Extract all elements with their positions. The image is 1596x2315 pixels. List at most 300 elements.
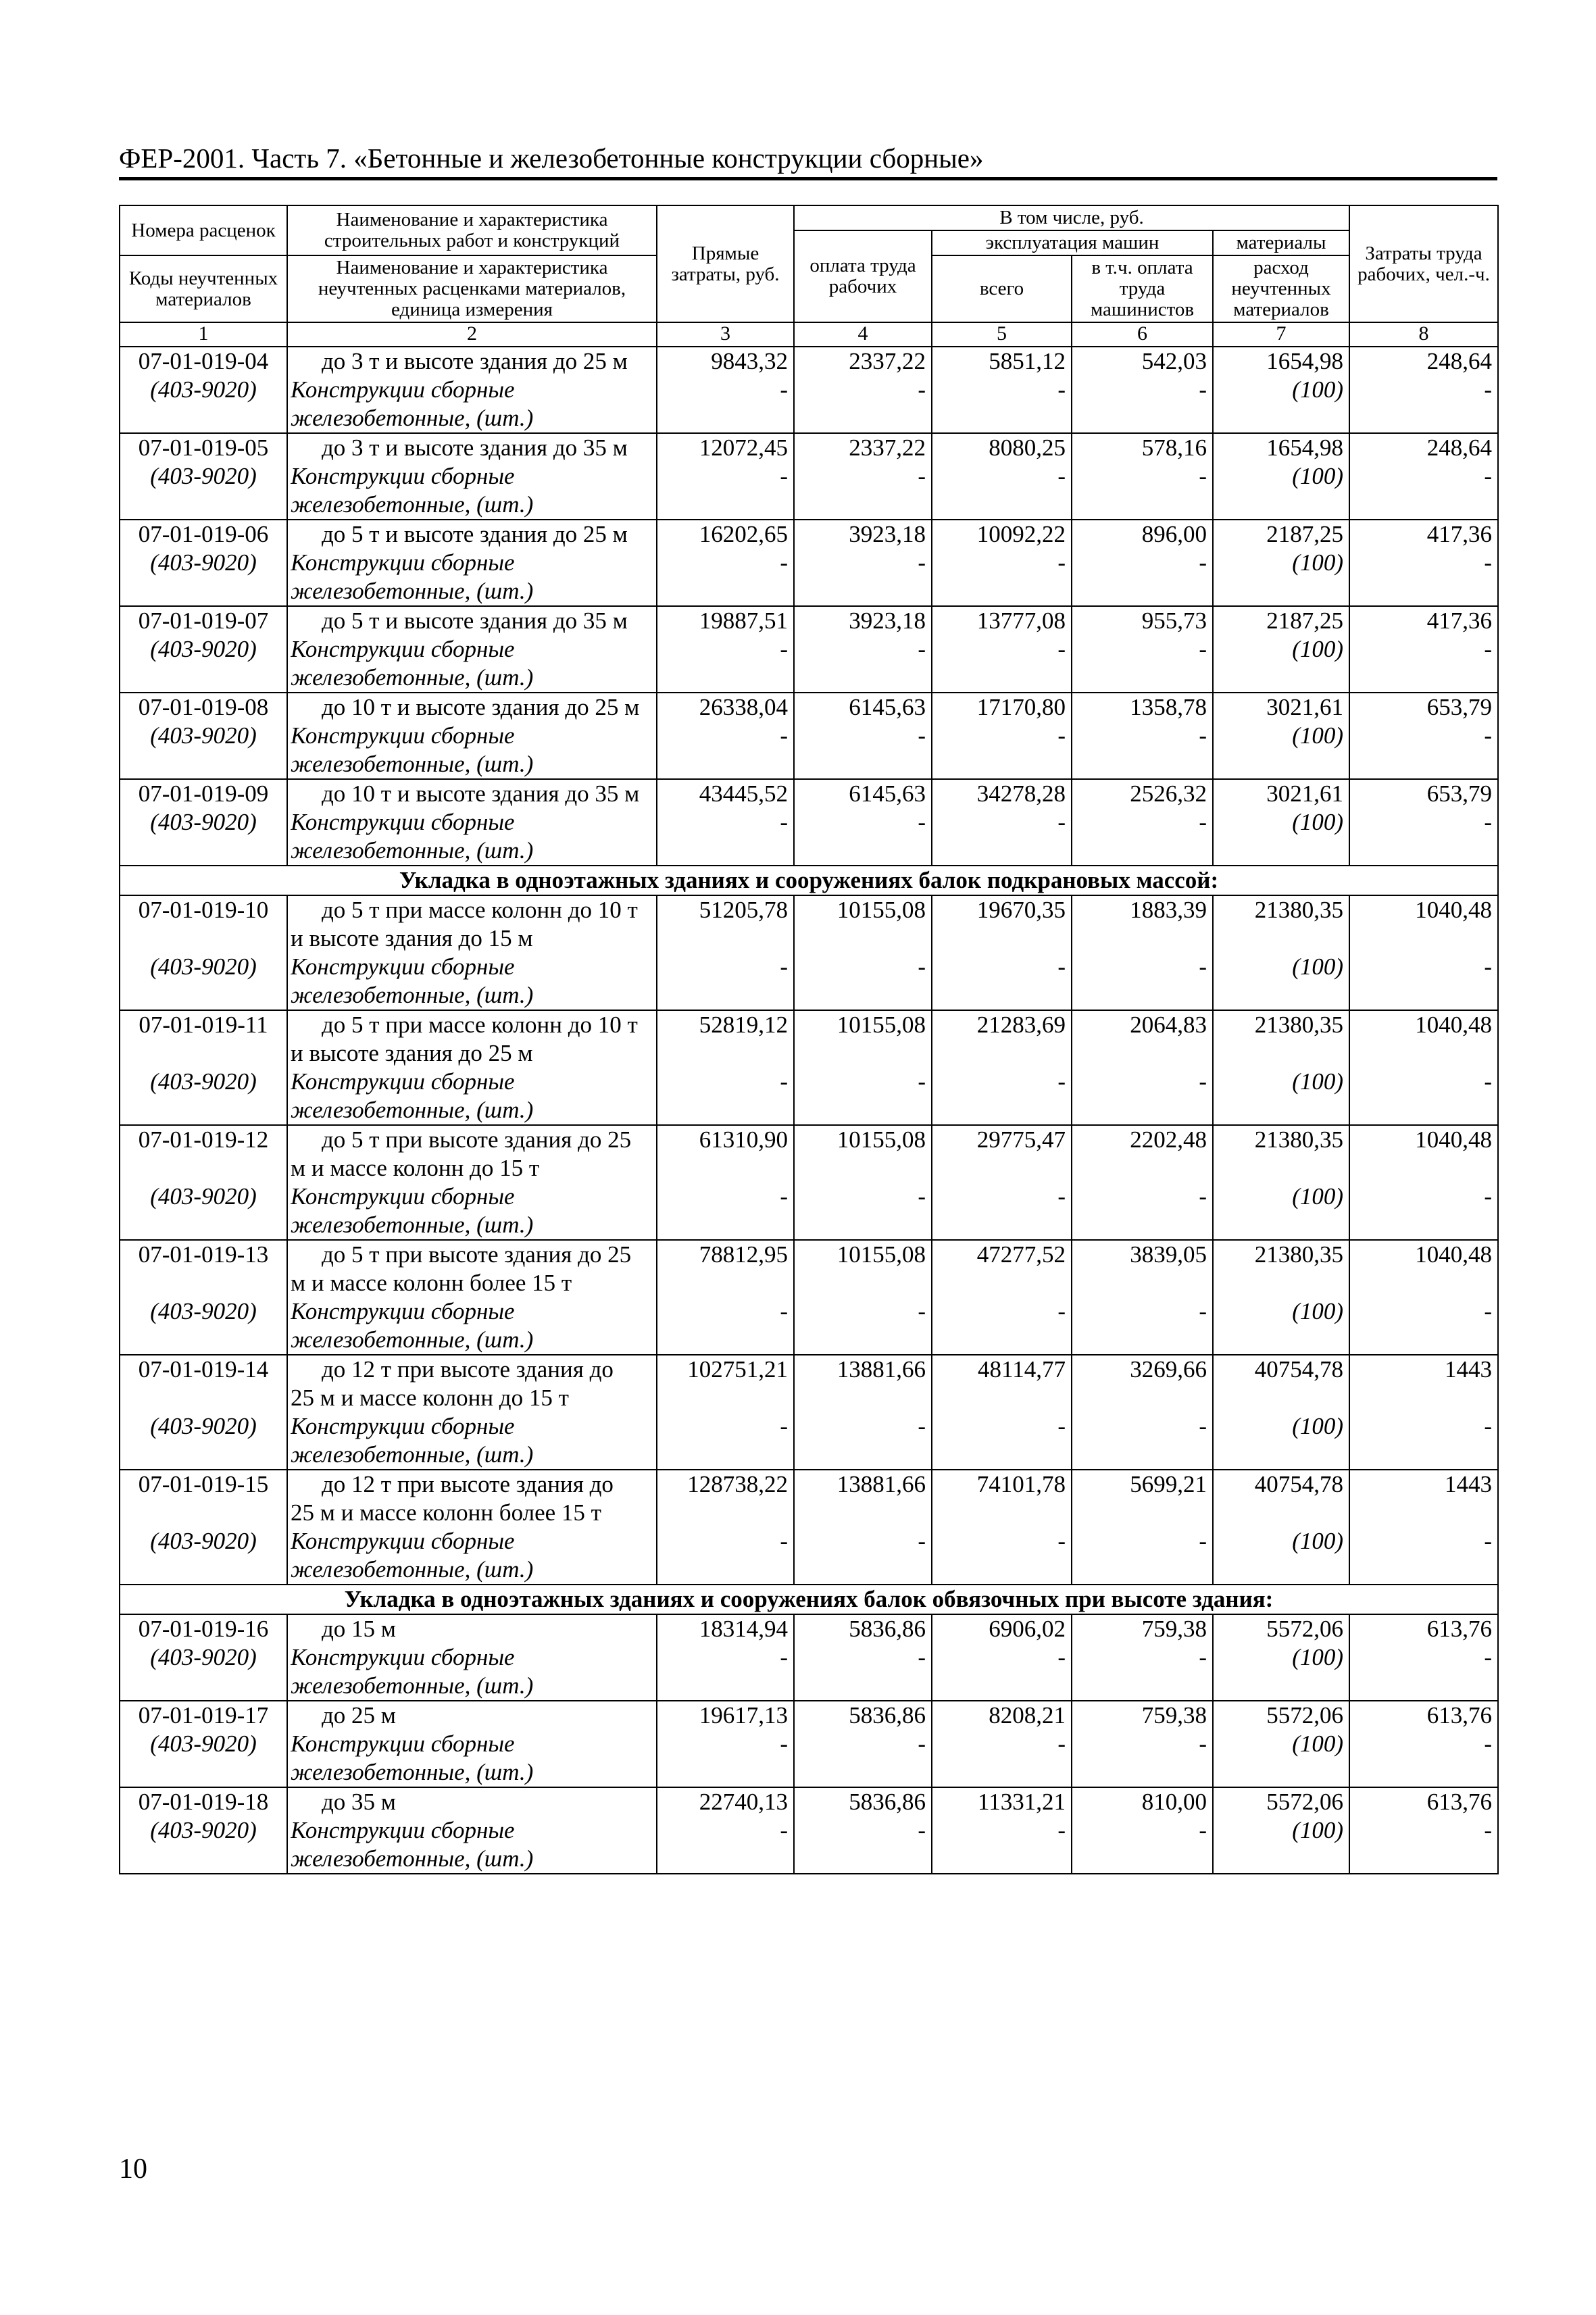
blank-line: [800, 1269, 926, 1297]
materials-cost-cell: [1213, 520, 1349, 606]
work-name-line: 25 м и массе колонн до 15 т: [291, 1385, 569, 1411]
blank-line: [663, 924, 788, 953]
labor-pay: 10155,08: [837, 1126, 926, 1153]
column-number: 3: [657, 322, 794, 347]
direct-cost: 26338,04: [699, 694, 788, 720]
blank-line: [1355, 1269, 1492, 1297]
direct-cost-cell: [657, 433, 794, 520]
header-materials-unaccounted: расход неучтенных материалов: [1213, 255, 1349, 322]
machinists-pay-material: -: [1199, 1731, 1207, 1757]
rate-row: [120, 520, 1498, 606]
labor-pay: 6145,63: [849, 694, 926, 720]
rates-table: [119, 205, 1499, 1874]
header-name-bottom: Наименование и характеристика неучтенных расценками материалов, единица измерения: [287, 255, 657, 322]
labor-pay-cell: [794, 693, 932, 779]
blank-line: [663, 1499, 788, 1527]
labor-cost-cell: [1349, 606, 1498, 693]
header-direct: Прямые затраты, руб.: [657, 205, 794, 322]
materials-cost-cell: [1213, 1614, 1349, 1701]
labor-cost-material: -: [1484, 376, 1492, 403]
material-code: (403-9020): [150, 549, 257, 576]
direct-cost: 52819,12: [699, 1012, 788, 1038]
machines-total-material: -: [1057, 1183, 1066, 1210]
code-cell: [120, 1355, 287, 1470]
rate-code: 07-01-019-07: [138, 607, 269, 634]
machinists-pay-material: -: [1199, 636, 1207, 662]
direct-cost: 19617,13: [699, 1702, 788, 1728]
blank-line: [938, 1384, 1066, 1412]
labor-pay-cell: [794, 1787, 932, 1874]
work-name-line: до 5 т и высоте здания до 25 м: [322, 521, 628, 547]
blank-line: [800, 1039, 926, 1068]
blank-line: [938, 1499, 1066, 1527]
column-number: 1: [120, 322, 287, 347]
labor-cost: 1443: [1445, 1356, 1492, 1383]
work-name-line: до 10 т и высоте здания до 25 м: [322, 694, 640, 720]
machines-total-material: -: [1057, 809, 1066, 835]
materials-cost-cell: [1213, 895, 1349, 1010]
blank-line: [663, 1154, 788, 1183]
labor-pay-material: -: [918, 722, 926, 749]
rate-row: [120, 693, 1498, 779]
machinists-pay: 5699,21: [1130, 1471, 1207, 1497]
direct-cost-cell: [657, 1010, 794, 1125]
blank-line: [1355, 924, 1492, 953]
labor-pay: 2337,22: [849, 348, 926, 374]
materials-cost: 2187,25: [1266, 521, 1343, 547]
machinists-pay: 3269,66: [1130, 1356, 1207, 1383]
work-name-line: 25 м и массе колонн более 15 т: [291, 1499, 601, 1526]
blank-line: [1219, 1269, 1343, 1297]
machinists-pay-cell: [1072, 433, 1213, 520]
name-cell: [287, 779, 657, 866]
work-name-line: м и массе колонн более 15 т: [291, 1270, 572, 1296]
direct-cost-material: -: [780, 1183, 788, 1210]
labor-pay-cell: [794, 1470, 932, 1585]
machinists-pay: 542,03: [1141, 348, 1207, 374]
rate-code: 07-01-019-04: [138, 348, 269, 374]
materials-cost-material: (100): [1292, 376, 1343, 403]
direct-cost-material: -: [780, 1413, 788, 1439]
materials-cost: 1654,98: [1266, 348, 1343, 374]
code-cell: [120, 1240, 287, 1355]
page-header: ФЕР-2001. Часть 7. «Бетонные и железобетонные конструкции сборные»: [119, 143, 984, 174]
code-cell: [120, 779, 287, 866]
material-name-line: железобетонные, (шт.): [291, 491, 534, 518]
direct-cost-cell: [657, 520, 794, 606]
labor-pay: 6145,63: [849, 780, 926, 807]
materials-cost-cell: [1213, 1701, 1349, 1787]
rate-code: 07-01-019-10: [138, 897, 269, 923]
code-cell: [120, 895, 287, 1010]
rate-code: 07-01-019-05: [138, 434, 269, 461]
labor-cost-material: -: [1484, 809, 1492, 835]
material-name-line: Конструкции сборные: [291, 722, 515, 749]
blank-line: [1355, 1499, 1492, 1527]
direct-cost-material: -: [780, 1644, 788, 1670]
labor-pay-cell: [794, 606, 932, 693]
machinists-pay: 2526,32: [1130, 780, 1207, 807]
section-row: [120, 866, 1498, 895]
labor-cost: 613,76: [1426, 1702, 1492, 1728]
labor-pay-material: -: [918, 953, 926, 980]
machinists-pay-cell: [1072, 895, 1213, 1010]
machines-total: 13777,08: [976, 607, 1066, 634]
rate-row: [120, 1355, 1498, 1470]
work-name-line: до 15 м: [322, 1616, 396, 1642]
labor-cost-cell: [1349, 1010, 1498, 1125]
blank-line: [1219, 1039, 1343, 1068]
labor-pay-material: -: [918, 463, 926, 489]
machines-total-cell: [932, 433, 1072, 520]
material-code: (403-9020): [150, 1068, 257, 1095]
work-name-line: до 5 т при высоте здания до 25: [322, 1126, 632, 1153]
header-including: В том числе, руб.: [794, 205, 1349, 230]
blank-line: [938, 924, 1066, 953]
header-materials: материалы: [1213, 230, 1349, 255]
machinists-pay-material: -: [1199, 953, 1207, 980]
machinists-pay-material: -: [1199, 1644, 1207, 1670]
code-cell: [120, 433, 287, 520]
rate-row: [120, 1701, 1498, 1787]
machines-total-material: -: [1057, 636, 1066, 662]
machines-total: 19670,35: [976, 897, 1066, 923]
direct-cost-material: -: [780, 1068, 788, 1095]
rate-row: [120, 433, 1498, 520]
machines-total: 34278,28: [976, 780, 1066, 807]
direct-cost-cell: [657, 895, 794, 1010]
rate-row: [120, 1614, 1498, 1701]
machinists-pay-cell: [1072, 1010, 1213, 1125]
machines-total: 10092,22: [976, 521, 1066, 547]
machinists-pay: 578,16: [1141, 434, 1207, 461]
direct-cost: 16202,65: [699, 521, 788, 547]
blank-line: [800, 1384, 926, 1412]
materials-cost-material: (100): [1292, 1068, 1343, 1095]
work-name-line: до 5 т при высоте здания до 25: [322, 1241, 632, 1268]
machines-total-cell: [932, 520, 1072, 606]
labor-pay-cell: [794, 1240, 932, 1355]
machinists-pay: 2202,48: [1130, 1126, 1207, 1153]
materials-cost-cell: [1213, 433, 1349, 520]
code-cell: [120, 347, 287, 433]
material-code: (403-9020): [150, 376, 257, 403]
labor-cost-cell: [1349, 895, 1498, 1010]
header-machines: эксплуатация машин: [932, 230, 1213, 255]
material-name-line: железобетонные, (шт.): [291, 837, 534, 864]
labor-cost: 248,64: [1426, 348, 1492, 374]
labor-cost-material: -: [1484, 1817, 1492, 1843]
labor-cost-material: -: [1484, 953, 1492, 980]
labor-pay-cell: [794, 347, 932, 433]
direct-cost-cell: [657, 606, 794, 693]
machinists-pay-cell: [1072, 1787, 1213, 1874]
material-name-line: Конструкции сборные: [291, 463, 515, 489]
materials-cost-material: (100): [1292, 1183, 1343, 1210]
labor-cost-material: -: [1484, 463, 1492, 489]
work-name-line: до 25 м: [322, 1702, 396, 1728]
code-cell: [120, 606, 287, 693]
machinists-pay-cell: [1072, 1240, 1213, 1355]
rate-row: [120, 779, 1498, 866]
machines-total-material: -: [1057, 1731, 1066, 1757]
materials-cost: 3021,61: [1266, 780, 1343, 807]
material-code: (403-9020): [150, 1183, 257, 1210]
rate-row: [120, 347, 1498, 433]
machinists-pay-material: -: [1199, 549, 1207, 576]
machinists-pay-material: -: [1199, 1413, 1207, 1439]
labor-cost-cell: [1349, 1787, 1498, 1874]
blank-line: [1355, 1039, 1492, 1068]
machines-total-cell: [932, 1787, 1072, 1874]
machinists-pay-material: -: [1199, 376, 1207, 403]
materials-cost-material: (100): [1292, 549, 1343, 576]
work-name-line: до 5 т при массе колонн до 10 т: [322, 1012, 638, 1038]
header-labor-pay: оплата труда рабочих: [794, 230, 932, 322]
direct-cost-cell: [657, 1240, 794, 1355]
blank-line: [663, 1269, 788, 1297]
rate-code: 07-01-019-17: [138, 1702, 269, 1728]
direct-cost-cell: [657, 347, 794, 433]
material-name-line: железобетонные, (шт.): [291, 1441, 534, 1468]
labor-pay-material: -: [918, 1817, 926, 1843]
machinists-pay: 759,38: [1141, 1702, 1207, 1728]
material-name-line: Конструкции сборные: [291, 1183, 515, 1210]
machinists-pay-cell: [1072, 779, 1213, 866]
labor-pay-cell: [794, 433, 932, 520]
blank-line: [1078, 1384, 1207, 1412]
labor-pay: 5836,86: [849, 1702, 926, 1728]
material-code: (403-9020): [150, 636, 257, 662]
name-cell: [287, 895, 657, 1010]
machines-total: 74101,78: [976, 1471, 1066, 1497]
direct-cost: 61310,90: [699, 1126, 788, 1153]
machines-total: 21283,69: [976, 1012, 1066, 1038]
labor-pay: 5836,86: [849, 1789, 926, 1815]
labor-pay-cell: [794, 895, 932, 1010]
labor-cost-material: -: [1484, 1731, 1492, 1757]
rate-code: 07-01-019-18: [138, 1789, 269, 1815]
materials-cost-material: (100): [1292, 636, 1343, 662]
materials-cost-material: (100): [1292, 1298, 1343, 1324]
header-rule: [119, 177, 1497, 180]
work-name-line: до 3 т и высоте здания до 25 м: [322, 348, 628, 374]
labor-cost-cell: [1349, 1701, 1498, 1787]
material-name-line: Конструкции сборные: [291, 809, 515, 835]
name-cell: [287, 1470, 657, 1585]
material-code: (403-9020): [150, 463, 257, 489]
labor-pay-cell: [794, 1701, 932, 1787]
material-name-line: железобетонные, (шт.): [291, 982, 534, 1008]
blank-line: [938, 1269, 1066, 1297]
machines-total-cell: [932, 779, 1072, 866]
name-cell: [287, 1125, 657, 1240]
material-name-line: Конструкции сборные: [291, 1413, 515, 1439]
machinists-pay: 810,00: [1141, 1789, 1207, 1815]
machines-total-material: -: [1057, 1413, 1066, 1439]
materials-cost-cell: [1213, 1470, 1349, 1585]
material-name-line: Конструкции сборные: [291, 376, 515, 403]
direct-cost-material: -: [780, 1731, 788, 1757]
rate-code: 07-01-019-16: [138, 1616, 269, 1642]
blank-line: [800, 1499, 926, 1527]
rate-code: 07-01-019-09: [138, 780, 269, 807]
labor-cost-material: -: [1484, 1644, 1492, 1670]
page-number: 10: [119, 2154, 147, 2185]
name-cell: [287, 520, 657, 606]
material-name-line: Конструкции сборные: [291, 1298, 515, 1324]
materials-cost: 21380,35: [1254, 1012, 1343, 1038]
materials-cost: 40754,78: [1254, 1356, 1343, 1383]
code-cell: [120, 1125, 287, 1240]
machinists-pay: 955,73: [1141, 607, 1207, 634]
name-cell: [287, 433, 657, 520]
rate-code: 07-01-019-12: [138, 1126, 269, 1153]
materials-cost: 21380,35: [1254, 1241, 1343, 1268]
labor-cost-material: -: [1484, 1298, 1492, 1324]
materials-cost-material: (100): [1292, 1644, 1343, 1670]
machines-total-cell: [932, 1240, 1072, 1355]
material-name-line: железобетонные, (шт.): [291, 664, 534, 691]
labor-cost-cell: [1349, 520, 1498, 606]
direct-cost-cell: [657, 779, 794, 866]
material-name-line: железобетонные, (шт.): [291, 1845, 534, 1872]
labor-pay-material: -: [918, 1528, 926, 1554]
labor-cost-material: -: [1484, 722, 1492, 749]
header-machines-total: всего: [932, 255, 1072, 322]
blank-line: [126, 1269, 281, 1297]
machinists-pay-material: -: [1199, 1528, 1207, 1554]
name-cell: [287, 1010, 657, 1125]
rate-code: 07-01-019-11: [139, 1012, 268, 1038]
labor-cost: 1040,48: [1415, 1012, 1492, 1038]
labor-cost-cell: [1349, 1355, 1498, 1470]
direct-cost: 22740,13: [699, 1789, 788, 1815]
materials-cost: 1654,98: [1266, 434, 1343, 461]
machines-total-cell: [932, 1701, 1072, 1787]
name-cell: [287, 1614, 657, 1701]
materials-cost: 5572,06: [1266, 1789, 1343, 1815]
section-row: [120, 1585, 1498, 1614]
direct-cost: 51205,78: [699, 897, 788, 923]
rate-row: [120, 1787, 1498, 1874]
material-name-line: железобетонные, (шт.): [291, 751, 534, 777]
labor-cost: 613,76: [1426, 1616, 1492, 1642]
machinists-pay: 3839,05: [1130, 1241, 1207, 1268]
machinists-pay: 1883,39: [1130, 897, 1207, 923]
code-cell: [120, 1701, 287, 1787]
work-name-line: и высоте здания до 25 м: [291, 1040, 533, 1066]
machinists-pay: 759,38: [1141, 1616, 1207, 1642]
machinists-pay-material: -: [1199, 463, 1207, 489]
code-cell: [120, 1614, 287, 1701]
machines-total: 17170,80: [976, 694, 1066, 720]
machines-total-material: -: [1057, 1298, 1066, 1324]
labor-cost-cell: [1349, 779, 1498, 866]
machines-total-material: -: [1057, 463, 1066, 489]
blank-line: [663, 1384, 788, 1412]
materials-cost-cell: [1213, 347, 1349, 433]
rate-code: 07-01-019-15: [138, 1471, 269, 1497]
labor-pay: 2337,22: [849, 434, 926, 461]
machines-total: 8080,25: [989, 434, 1066, 461]
section-title: Укладка в одноэтажных зданиях и сооружениях балок подкрановых массой:: [120, 866, 1498, 895]
material-name-line: железобетонные, (шт.): [291, 405, 534, 431]
labor-pay: 10155,08: [837, 1012, 926, 1038]
machinists-pay-material: -: [1199, 1183, 1207, 1210]
materials-cost-cell: [1213, 1240, 1349, 1355]
labor-pay-cell: [794, 1125, 932, 1240]
machines-total: 8208,21: [989, 1702, 1066, 1728]
materials-cost-material: (100): [1292, 953, 1343, 980]
work-name-line: до 3 т и высоте здания до 35 м: [322, 434, 628, 461]
labor-pay-material: -: [918, 1644, 926, 1670]
material-name-line: Конструкции сборные: [291, 1528, 515, 1554]
material-name-line: железобетонные, (шт.): [291, 1759, 534, 1785]
materials-cost: 40754,78: [1254, 1471, 1343, 1497]
material-name-line: Конструкции сборные: [291, 1817, 515, 1843]
machinists-pay-cell: [1072, 1125, 1213, 1240]
machines-total-material: -: [1057, 722, 1066, 749]
machines-total: 5851,12: [989, 348, 1066, 374]
blank-line: [1355, 1154, 1492, 1183]
blank-line: [800, 924, 926, 953]
machines-total-cell: [932, 1614, 1072, 1701]
machines-total: 48114,77: [978, 1356, 1066, 1383]
direct-cost-cell: [657, 1614, 794, 1701]
column-number: 6: [1072, 322, 1213, 347]
name-cell: [287, 606, 657, 693]
labor-pay-cell: [794, 520, 932, 606]
blank-line: [1078, 1154, 1207, 1183]
material-name-line: Конструкции сборные: [291, 1731, 515, 1757]
header-labor-cost: Затраты труда рабочих, чел.-ч.: [1349, 205, 1498, 322]
rate-row: [120, 1125, 1498, 1240]
header-name-top: Наименование и характеристика строительных работ и конструкций: [287, 205, 657, 255]
work-name-line: до 12 т при высоте здания до: [322, 1356, 614, 1383]
materials-cost-material: (100): [1292, 1817, 1343, 1843]
machinists-pay-material: -: [1199, 1068, 1207, 1095]
direct-cost-cell: [657, 1125, 794, 1240]
header-code-bottom: Коды неучтенных материалов: [120, 255, 287, 322]
labor-pay-cell: [794, 1614, 932, 1701]
work-name-line: м и массе колонн до 15 т: [291, 1155, 540, 1181]
labor-cost-cell: [1349, 1614, 1498, 1701]
rate-code: 07-01-019-13: [138, 1241, 269, 1268]
material-name-line: Конструкции сборные: [291, 1644, 515, 1670]
blank-line: [1078, 1269, 1207, 1297]
machinists-pay-material: -: [1199, 809, 1207, 835]
section-title: Укладка в одноэтажных зданиях и сооружениях балок обвязочных при высоте здания:: [120, 1585, 1498, 1614]
materials-cost-cell: [1213, 1787, 1349, 1874]
machinists-pay-cell: [1072, 1614, 1213, 1701]
work-name-line: до 5 т и высоте здания до 35 м: [322, 607, 628, 634]
blank-line: [938, 1154, 1066, 1183]
labor-cost-material: -: [1484, 1183, 1492, 1210]
labor-cost-cell: [1349, 347, 1498, 433]
material-name-line: железобетонные, (шт.): [291, 1326, 534, 1353]
labor-pay-material: -: [918, 1413, 926, 1439]
machinists-pay-cell: [1072, 693, 1213, 779]
materials-cost: 21380,35: [1254, 897, 1343, 923]
materials-cost-material: (100): [1292, 809, 1343, 835]
direct-cost: 78812,95: [699, 1241, 788, 1268]
rate-code: 07-01-019-06: [138, 521, 269, 547]
material-name-line: железобетонные, (шт.): [291, 1212, 534, 1238]
rate-code: 07-01-019-08: [138, 694, 269, 720]
labor-cost: 417,36: [1426, 521, 1492, 547]
direct-cost-material: -: [780, 1298, 788, 1324]
